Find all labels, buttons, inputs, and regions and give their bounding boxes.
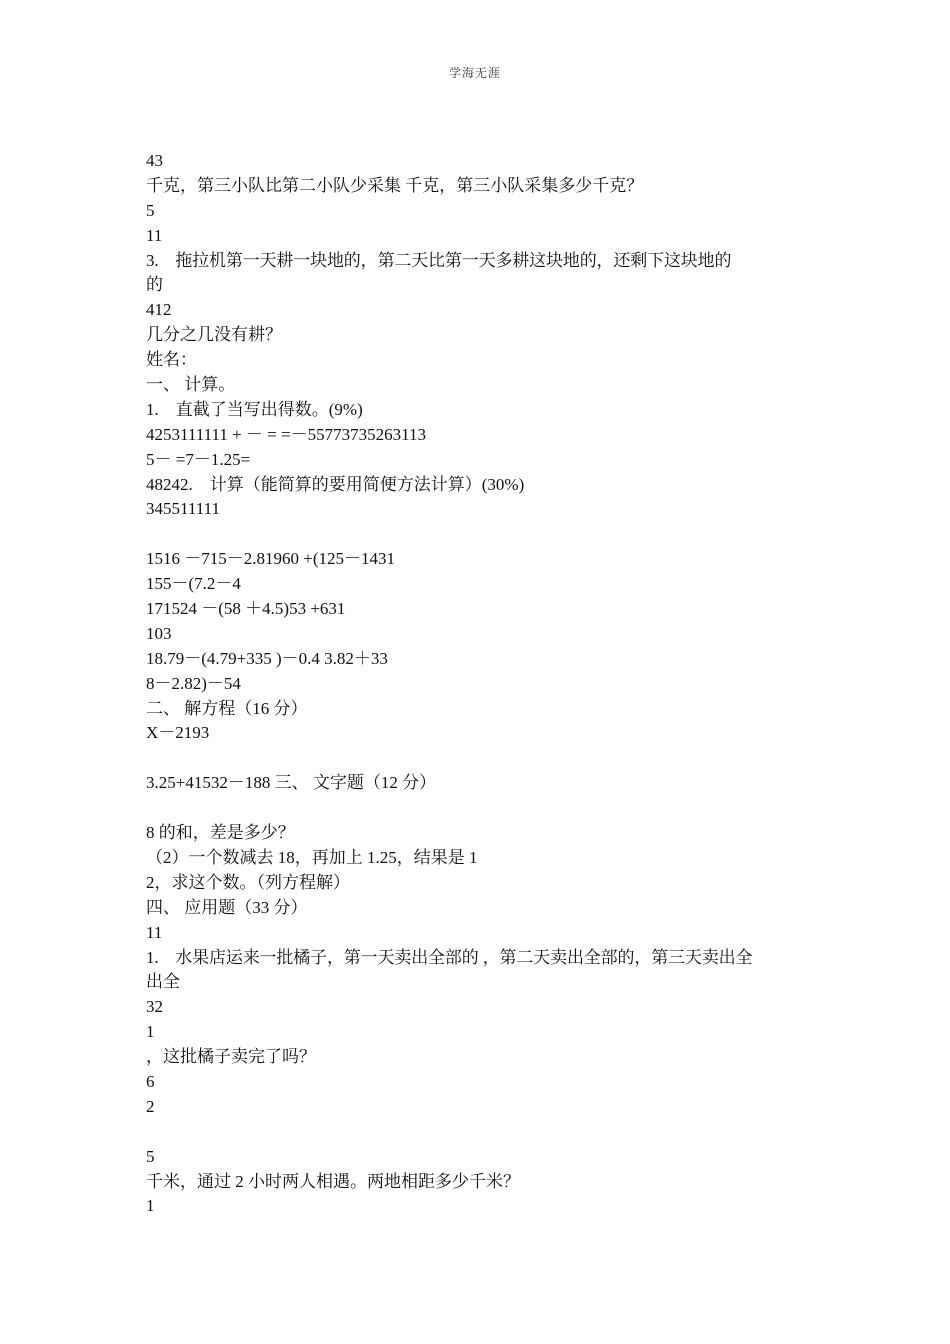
text-line: （2）一个数减去 18，再加上 1.25，结果是 1 — [146, 847, 478, 867]
text-line: 5－ =7－1.25= — [146, 449, 251, 469]
blank-line — [146, 522, 806, 547]
text-line: 155－(7.2－4 — [146, 574, 241, 594]
text-line: 11 — [146, 922, 163, 942]
text-line: 3.25+41532－188 三、 文字题（12 分） — [146, 773, 437, 793]
text-line: 千米，通过 2 小时两人相遇。两地相距多少千米？ — [146, 1171, 520, 1191]
text-line: ，这批橘子卖完了吗？ — [146, 1047, 316, 1067]
blank-line — [146, 796, 806, 821]
blank-line — [146, 1120, 806, 1145]
text-line: 的 — [146, 275, 163, 295]
text-line: 2 — [146, 1096, 155, 1116]
text-line: 1516 －715－2.81960 +(125－1431 — [146, 549, 395, 569]
text-line: 103 — [146, 623, 172, 643]
text-line: 6 — [146, 1071, 155, 1091]
text-line: 4253111111 + － = =－55773735263113 — [146, 424, 426, 444]
page-header: 学海无涯 — [448, 66, 501, 80]
text-line: 48242. 计算（能简算的要用简便方法计算）(30%) — [146, 474, 525, 494]
text-line: 千克，第三小队比第二小队少采集 千克，第三小队采集多少千克？ — [146, 175, 644, 195]
section-heading: 二、 解方程（16 分） — [146, 698, 308, 718]
text-line: 出全 — [146, 972, 180, 992]
text-line: 3. 拖拉机第一天耕一块地的，第二天比第一天多耕这块地的，还剩下这块地的 — [146, 250, 732, 270]
text-line: 1. 直截了当写出得数。(9%) — [146, 399, 363, 419]
blank-line — [146, 746, 806, 771]
text-line: 11 — [146, 225, 163, 245]
text-line: 32 — [146, 997, 163, 1017]
text-line: 1 — [146, 1022, 155, 1042]
text-line: 1. 水果店运来一批橘子，第一天卖出全部的 ，第二天卖出全部的，第三天卖出全 — [146, 947, 753, 967]
text-line: 412 — [146, 300, 172, 320]
text-line: 1 — [146, 1196, 155, 1216]
text-line: 43 — [146, 151, 163, 170]
text-line: 8 的和，差是多少？ — [146, 823, 295, 843]
document-body — [146, 149, 806, 1219]
text-line: 5 — [146, 1146, 155, 1166]
text-line: 几分之几没有耕？ — [146, 325, 282, 345]
text-line: 345511111 — [146, 499, 220, 519]
text-line: 2，求这个数。（列方程解） — [146, 872, 350, 892]
text-line: 8－2.82)－54 — [146, 673, 241, 693]
text-line: 171524 －(58 ＋4.5)53 +631 — [146, 599, 346, 619]
text-line: 18.79－(4.79+335 )－0.4 3.82＋33 — [146, 648, 388, 668]
text-line: 5 — [146, 200, 155, 220]
section-heading: 一、 计算。 — [146, 375, 236, 395]
text-line: X－2193 — [146, 723, 210, 743]
section-heading: 四、 应用题（33 分） — [146, 897, 308, 917]
text-line: 姓名： — [146, 350, 197, 370]
